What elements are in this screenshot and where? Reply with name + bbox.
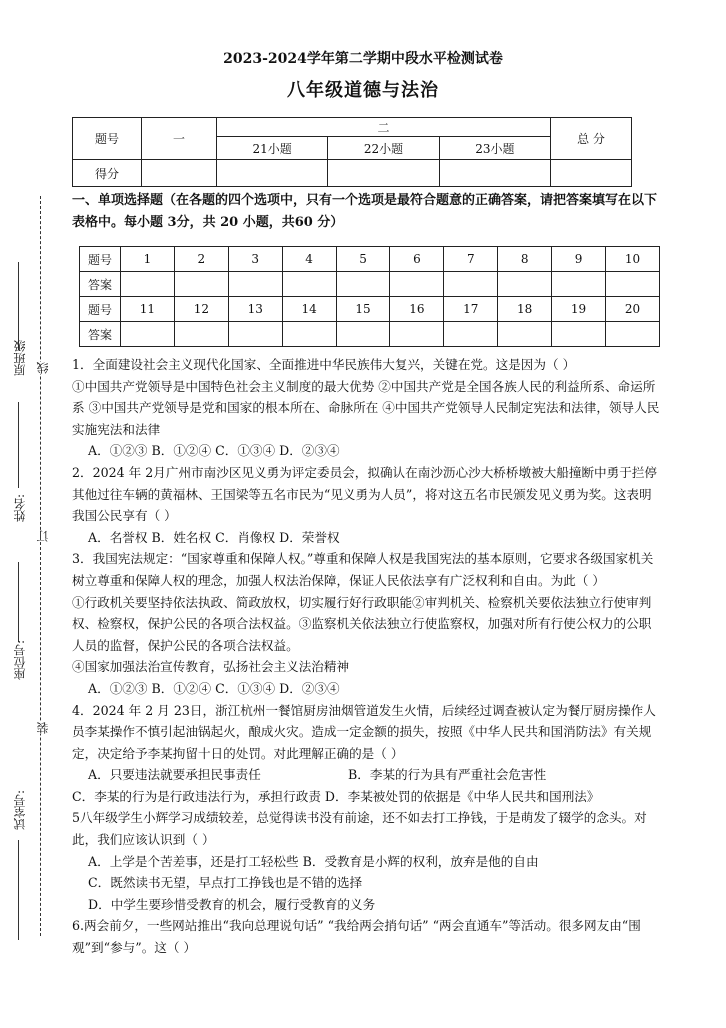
answer-table-qnum: 16 — [390, 297, 444, 322]
answer-table-qnum: 10 — [606, 247, 660, 272]
score-table-col-one: 一 — [142, 118, 217, 160]
answer-cell[interactable] — [444, 322, 498, 347]
answer-table-qnum: 8 — [498, 247, 552, 272]
answer-cell[interactable] — [174, 272, 228, 297]
class-underline — [18, 262, 19, 350]
score-table-sub-23: 23小题 — [439, 137, 550, 160]
answer-table-qnum: 2 — [174, 247, 228, 272]
name-label: 姓名: — [13, 494, 27, 523]
answer-cell[interactable] — [390, 272, 444, 297]
q5-options-ab: A．上学是个苦差事，还是打工轻松些 B．受教育是小辉的权利，放弃是他的自由 — [88, 853, 539, 869]
exam-room-label: 试室号: — [13, 790, 27, 831]
answer-cell[interactable] — [282, 322, 336, 347]
score-table-score-label: 得分 — [73, 160, 142, 187]
answer-table-qrow-1 — [80, 247, 660, 272]
score-cell[interactable] — [142, 160, 217, 187]
answer-table-qnum: 1 — [121, 247, 175, 272]
q2-options: A．名誉权 B．姓名权 C．肖像权 D．荣誉权 — [88, 529, 340, 545]
score-table-total: 总 分 — [551, 118, 632, 160]
answer-cell[interactable] — [444, 272, 498, 297]
q1-options: A．①②③ B．①②④ C．①③④ D．②③④ — [88, 443, 340, 459]
q5-stem: 5八年级学生小辉学习成绩较差，总觉得读书没有前途，还不如去打工挣钱，于是萌发了辍学的念头。对此，我们应该认识到（ ） — [72, 810, 647, 848]
answer-cell[interactable] — [498, 322, 552, 347]
q4-options-cd: C．李某的行为是行政违法行为，承担行政责 D．李某被处罚的依据是《中华人民共和国刑法》 — [72, 788, 600, 804]
answer-table-qnum: 6 — [390, 247, 444, 272]
answer-table-q-label: 题号 — [80, 247, 121, 272]
answer-cell[interactable] — [174, 322, 228, 347]
answer-table-qrow-2 — [80, 297, 660, 322]
score-cell[interactable] — [551, 160, 632, 187]
score-cell[interactable] — [328, 160, 439, 187]
score-cell[interactable] — [217, 160, 328, 187]
answer-table-qnum: 20 — [606, 297, 660, 322]
answer-table-a-label: 答案 — [80, 322, 121, 347]
answer-table-qnum: 9 — [552, 247, 606, 272]
answer-cell[interactable] — [228, 272, 282, 297]
answer-table-qnum: 11 — [121, 297, 175, 322]
q2-stem: 2．2024 年 2月广州市南沙区见义勇为评定委员会，拟确认在南沙沥心沙大桥桥墩被大船撞断中勇于拦停其他过往车辆的黄福林、王国梁等五名市民为“见义勇为人员”，将对这五名市民颁发见义勇为奖。这表明我国公民享有（ ） — [72, 464, 658, 524]
binding-ding-char: 订 — [36, 530, 50, 542]
answer-table-arow-2 — [80, 322, 660, 347]
subject-title: 八年级道德与法治 — [287, 80, 439, 101]
q5-option-d: D．中学生要珍惜受教育的机会，履行受教育的义务 — [88, 896, 376, 912]
answer-table-qnum: 18 — [498, 297, 552, 322]
q4-option-a: A．只要违法就要承担民事责任 — [88, 767, 261, 783]
q4-options-ab — [72, 764, 662, 786]
q6-stem: 6.两会前夕，一些网站推出“我向总理说句话” “我给两会捎句话” “两会直通车”等活动。很多网友由“围观”到“参与”。这（ ） — [72, 918, 641, 956]
answer-cell[interactable] — [336, 272, 390, 297]
q3-body-2: ④国家加强法治宣传教育，弘扬社会主义法治精神 — [72, 659, 350, 675]
seat-underline — [18, 562, 19, 642]
score-table-col-two: 二 — [217, 118, 551, 137]
q4-option-b: B．李某的行为具有严重社会危害性 — [348, 767, 547, 783]
answer-cell[interactable] — [121, 322, 175, 347]
exam-title: 2023-2024学年第二学期中段水平检测试卷 — [223, 51, 503, 67]
answer-table-qnum: 4 — [282, 247, 336, 272]
score-table-question-label: 题号 — [73, 118, 142, 160]
questions-block — [72, 354, 662, 959]
binding-zhuang-char: 装 — [36, 722, 50, 734]
answer-table-qnum: 12 — [174, 297, 228, 322]
score-table — [72, 117, 632, 187]
answer-table-q-label: 题号 — [80, 297, 121, 322]
answer-cell[interactable] — [282, 272, 336, 297]
answer-cell[interactable] — [606, 272, 660, 297]
answer-table-qnum: 14 — [282, 297, 336, 322]
answer-table-qnum: 17 — [444, 297, 498, 322]
binding-cut-line — [40, 196, 41, 936]
answer-table-qnum: 5 — [336, 247, 390, 272]
q1-stem: 1．全面建设社会主义现代化国家、全面推进中华民族伟大复兴，关键在党。这是因为（ ） — [72, 357, 576, 372]
answer-cell[interactable] — [228, 322, 282, 347]
q3-stem: 3．我国宪法规定：“国家尊重和保障人权。”尊重和保障人权是我国宪法的基本原则，它要求各级国家机关树立尊重和保障人权的理念，加强人权法治保障，保证人民依法享有广泛权利和自由。为此（ ） — [72, 551, 654, 588]
q3-body: ①行政机关要坚持依法执政、简政放权，切实履行好行政职能②审判机关、检察机关要依法独立行使审判权、检察权，保护公民的各项合法权益。③监察机关依法独立行使监察权，加强对所有行使公权力的公职人员的监督，保护公民的各项合法权益。 — [72, 594, 652, 653]
q5-option-c: C．既然读书无望，早点打工挣钱也是不错的选择 — [88, 875, 363, 891]
answer-cell[interactable] — [121, 272, 175, 297]
answer-table-qnum: 15 — [336, 297, 390, 322]
exam-room-underline — [18, 840, 19, 940]
score-table-sub-21: 21小题 — [217, 137, 328, 160]
answer-table-qnum: 3 — [228, 247, 282, 272]
answer-table-qnum: 7 — [444, 247, 498, 272]
section1-title: 一、单项选择题（在各题的四个选项中，只有一个选项是最符合题意的正确答案，请把答案填写在以下表格中。每小题 3分，共 20 小题，共60 分） — [72, 193, 658, 230]
q1-body: ①中国共产党领导是中国特色社会主义制度的最大优势 ②中国共产党是全国各族人民的利益所系、命运所系 ③中国共产党领导是党和国家的根本所在、命脉所在 ④中国共产党领导人民制定宪法和法律，领导人民实施宪法和法律 — [72, 378, 660, 437]
score-cell[interactable] — [439, 160, 550, 187]
class-label: 原班级 — [13, 340, 27, 376]
answer-table-a-label: 答案 — [80, 272, 121, 297]
answer-table-qnum: 19 — [552, 297, 606, 322]
q4-stem: 4．2024 年 2 月 23日，浙江杭州一餐馆厨房油烟管道发生火情，后续经过调查被认定为餐厅厨房操作人员李某操作不慎引起油锅起火，酿成火灾。造成一定金额的损失，按照《中华人民共和国消防法》有关规定，决定给予李某拘留十日的处罚。对此理解正确的是（ ） — [72, 702, 656, 761]
binding-line-char: 线 — [36, 362, 50, 374]
name-underline — [18, 402, 19, 488]
score-table-sub-22: 22小题 — [328, 137, 439, 160]
answer-cell[interactable] — [390, 322, 444, 347]
answer-table-arow-1 — [80, 272, 660, 297]
answer-cell[interactable] — [336, 322, 390, 347]
answer-cell[interactable] — [606, 322, 660, 347]
answer-table-qnum: 13 — [228, 297, 282, 322]
answer-cell[interactable] — [552, 322, 606, 347]
answer-cell[interactable] — [498, 272, 552, 297]
seat-label: 座位号: — [13, 640, 27, 681]
q3-options: A．①②③ B．①②④ C．①③④ D．②③④ — [88, 680, 340, 696]
answer-cell[interactable] — [552, 272, 606, 297]
answer-table — [79, 246, 660, 347]
